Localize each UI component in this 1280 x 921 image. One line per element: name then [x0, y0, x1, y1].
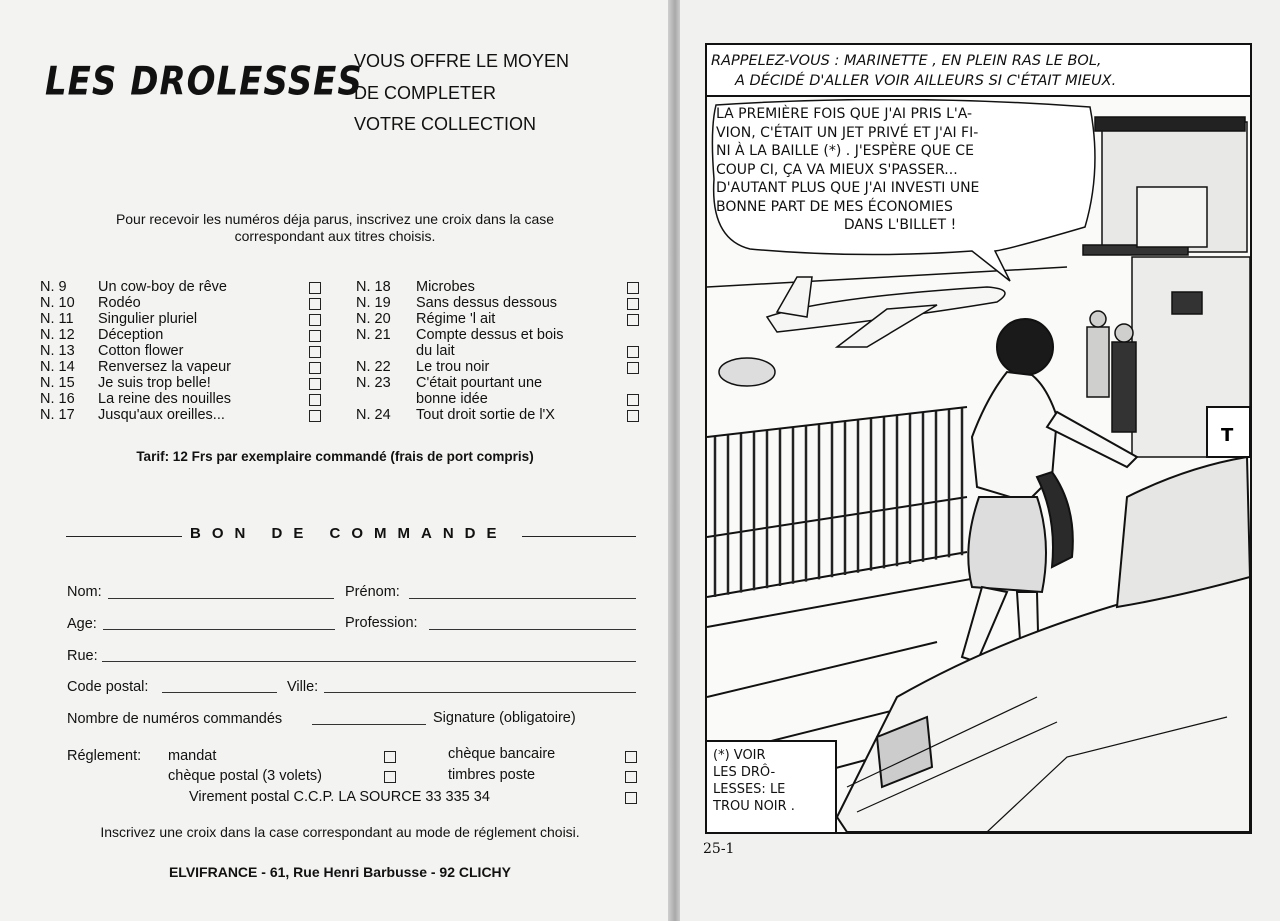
title-checkbox[interactable]	[627, 298, 639, 310]
page-number: 25-1	[703, 841, 735, 857]
title-checkbox[interactable]	[309, 282, 321, 294]
instructions	[40, 211, 630, 245]
rue-label: Rue:	[67, 648, 98, 664]
order-form-title: BON DE COMMANDE	[190, 525, 508, 542]
titles-column-2	[356, 279, 641, 423]
timbres-checkbox[interactable]	[625, 771, 637, 783]
title-row	[356, 359, 641, 375]
footnote-caption	[707, 740, 837, 832]
comic-panel	[705, 43, 1252, 834]
title-number: N. 21	[356, 327, 391, 343]
footnote-line: LESSES: LE	[713, 782, 786, 797]
title-name: Renversez la vapeur	[98, 359, 231, 375]
nom-field[interactable]	[108, 598, 334, 599]
nom-label: Nom:	[67, 584, 102, 600]
divider	[66, 536, 182, 537]
title-number: N. 14	[40, 359, 75, 375]
payment-note: Inscrivez une croix dans la case correspondant au mode de réglement choisi.	[100, 824, 580, 840]
title-name: Tout droit sortie de l'X	[416, 407, 555, 423]
title-checkbox[interactable]	[309, 314, 321, 326]
title-name: Déception	[98, 327, 164, 343]
timbres-label: timbres poste	[448, 767, 536, 783]
title-name: Régime 'l ait	[416, 311, 496, 327]
caption-line: A DÉCIDÉ D'ALLER VOIR AILLEURS SI C'ÉTAIT MIEUX.	[735, 73, 1117, 89]
title-name: Jusqu'aux oreilles...	[98, 407, 225, 423]
title-number: N. 16	[40, 391, 75, 407]
title-number: N. 15	[40, 375, 75, 391]
cheque-postal-checkbox[interactable]	[384, 771, 396, 783]
title-row	[356, 311, 641, 327]
taxi-sign-letter: T	[1221, 425, 1234, 446]
title-number: N. 24	[356, 407, 391, 423]
title-name: C'était pourtant une	[416, 375, 543, 391]
ville-field[interactable]	[324, 692, 636, 693]
title-name: Compte dessus et bois	[416, 327, 564, 343]
title-row	[40, 391, 330, 407]
balloon-text	[710, 105, 1090, 235]
title-checkbox[interactable]	[627, 346, 639, 358]
title-name: La reine des nouilles	[98, 391, 232, 407]
title-name-continued: bonne idée	[416, 391, 488, 407]
footnote-line: TROU NOIR .	[713, 799, 795, 814]
footnote-line: (*) VOIR	[713, 748, 766, 763]
offer-line: DE COMPLETER	[354, 82, 497, 103]
divider	[522, 536, 636, 537]
title-number: N. 11	[40, 311, 74, 327]
title-number: N. 9	[40, 279, 67, 295]
cheque-bancaire-checkbox[interactable]	[625, 751, 637, 763]
nombre-field[interactable]	[312, 724, 426, 725]
code-postal-label: Code postal:	[67, 679, 149, 695]
title-row	[40, 359, 330, 375]
profession-field[interactable]	[429, 629, 636, 630]
title-number: N. 22	[356, 359, 391, 375]
virement-label: Virement postal C.C.P. LA SOURCE 33 335 34	[189, 789, 490, 805]
offer-text	[354, 46, 569, 141]
title-row	[40, 295, 330, 311]
title-checkbox[interactable]	[309, 378, 321, 390]
ville-label: Ville:	[287, 679, 319, 695]
title-name: Un cow-boy de rêve	[98, 279, 227, 295]
prenom-field[interactable]	[409, 598, 636, 599]
title-name: Singulier pluriel	[98, 311, 198, 327]
profession-label: Profession:	[345, 615, 418, 631]
title-row	[40, 327, 330, 343]
balloon-line: DANS L'BILLET !	[843, 217, 957, 233]
reglement-label: Réglement:	[67, 748, 142, 764]
balloon-line: VION, C'ÉTAIT UN JET PRIVÉ ET J'AI FI-	[716, 124, 979, 141]
tarif: Tarif: 12 Frs par exemplaire commandé (frais de port compris)	[136, 449, 534, 464]
title-checkbox[interactable]	[309, 330, 321, 342]
balloon-line: LA PREMIÈRE FOIS QUE J'AI PRIS L'A-	[716, 106, 973, 122]
instructions-line: correspondant aux titres choisis.	[234, 228, 436, 244]
rue-field[interactable]	[102, 661, 636, 662]
title-number: N. 12	[40, 327, 75, 343]
title-checkbox[interactable]	[627, 314, 639, 326]
title-checkbox[interactable]	[309, 362, 321, 374]
title-number: N. 13	[40, 343, 75, 359]
publisher-address: ELVIFRANCE - 61, Rue Henri Barbusse - 92 CLICHY	[168, 864, 512, 880]
cheque-postal-label: chèque postal (3 volets)	[168, 768, 322, 784]
title-name: Rodéo	[98, 295, 141, 311]
title-row	[356, 295, 641, 311]
balloon-line: NI À LA BAILLE (*) . J'ESPÈRE QUE CE	[716, 143, 974, 159]
title-checkbox[interactable]	[627, 362, 639, 374]
title-checkbox[interactable]	[309, 410, 321, 422]
title-checkbox[interactable]	[627, 282, 639, 294]
title-row-continued	[356, 391, 641, 407]
title-number: N. 10	[40, 295, 75, 311]
age-field[interactable]	[103, 629, 335, 630]
narration-caption	[707, 45, 1250, 97]
offer-line: VOUS OFFRE LE MOYEN	[354, 51, 570, 71]
title-row	[40, 407, 330, 423]
title-name: Sans dessus dessous	[416, 295, 558, 311]
title-row	[356, 375, 641, 391]
code-postal-field[interactable]	[162, 692, 277, 693]
titles-column-1	[40, 279, 330, 423]
title-name-continued: du lait	[416, 343, 455, 359]
speech-balloon	[710, 99, 1096, 283]
title-row	[356, 327, 641, 343]
prenom-label: Prénom:	[345, 584, 400, 600]
title-number: N. 17	[40, 407, 75, 423]
title-name: Microbes	[416, 279, 475, 295]
footnote-line: LES DRÔ-	[713, 765, 776, 780]
balloon-line: BONNE PART DE MES ÉCONOMIES	[716, 198, 953, 215]
virement-checkbox[interactable]	[625, 792, 637, 804]
title-number: N. 18	[356, 279, 391, 295]
mandat-checkbox[interactable]	[384, 751, 396, 763]
title-row	[40, 311, 330, 327]
title-checkbox[interactable]	[627, 410, 639, 422]
title-row	[356, 279, 641, 295]
title-name: Cotton flower	[98, 343, 184, 359]
signature-label: Signature (obligatoire)	[433, 710, 576, 726]
age-label: Age:	[67, 616, 97, 632]
offer-line: VOTRE COLLECTION	[354, 114, 537, 134]
balloon-line: COUP CI, ÇA VA MIEUX S'PASSER...	[716, 161, 958, 178]
balloon-line: D'AUTANT PLUS QUE J'AI INVESTI UNE	[716, 180, 980, 196]
title-row	[40, 279, 330, 295]
title-number: N. 23	[356, 375, 391, 391]
title-checkbox[interactable]	[309, 394, 321, 406]
title-checkbox[interactable]	[309, 298, 321, 310]
title-row	[356, 407, 641, 423]
logo: LES DROLESSES	[45, 59, 363, 105]
nombre-label: Nombre de numéros commandés	[67, 711, 283, 727]
title-name: Je suis trop belle!	[98, 375, 211, 391]
title-name: Le trou noir	[416, 359, 490, 375]
cheque-bancaire-label: chèque bancaire	[448, 746, 556, 762]
title-row	[40, 375, 330, 391]
caption-line: RAPPELEZ-VOUS : MARINETTE , EN PLEIN RAS LE BOL,	[711, 53, 1102, 69]
title-row-continued	[356, 343, 641, 359]
mandat-label: mandat	[168, 748, 217, 764]
title-number: N. 20	[356, 311, 391, 327]
title-checkbox[interactable]	[309, 346, 321, 358]
title-checkbox[interactable]	[627, 394, 639, 406]
title-row	[40, 343, 330, 359]
instructions-line: Pour recevoir les numéros déja parus, inscrivez une croix dans la case	[115, 211, 555, 227]
title-number: N. 19	[356, 295, 391, 311]
